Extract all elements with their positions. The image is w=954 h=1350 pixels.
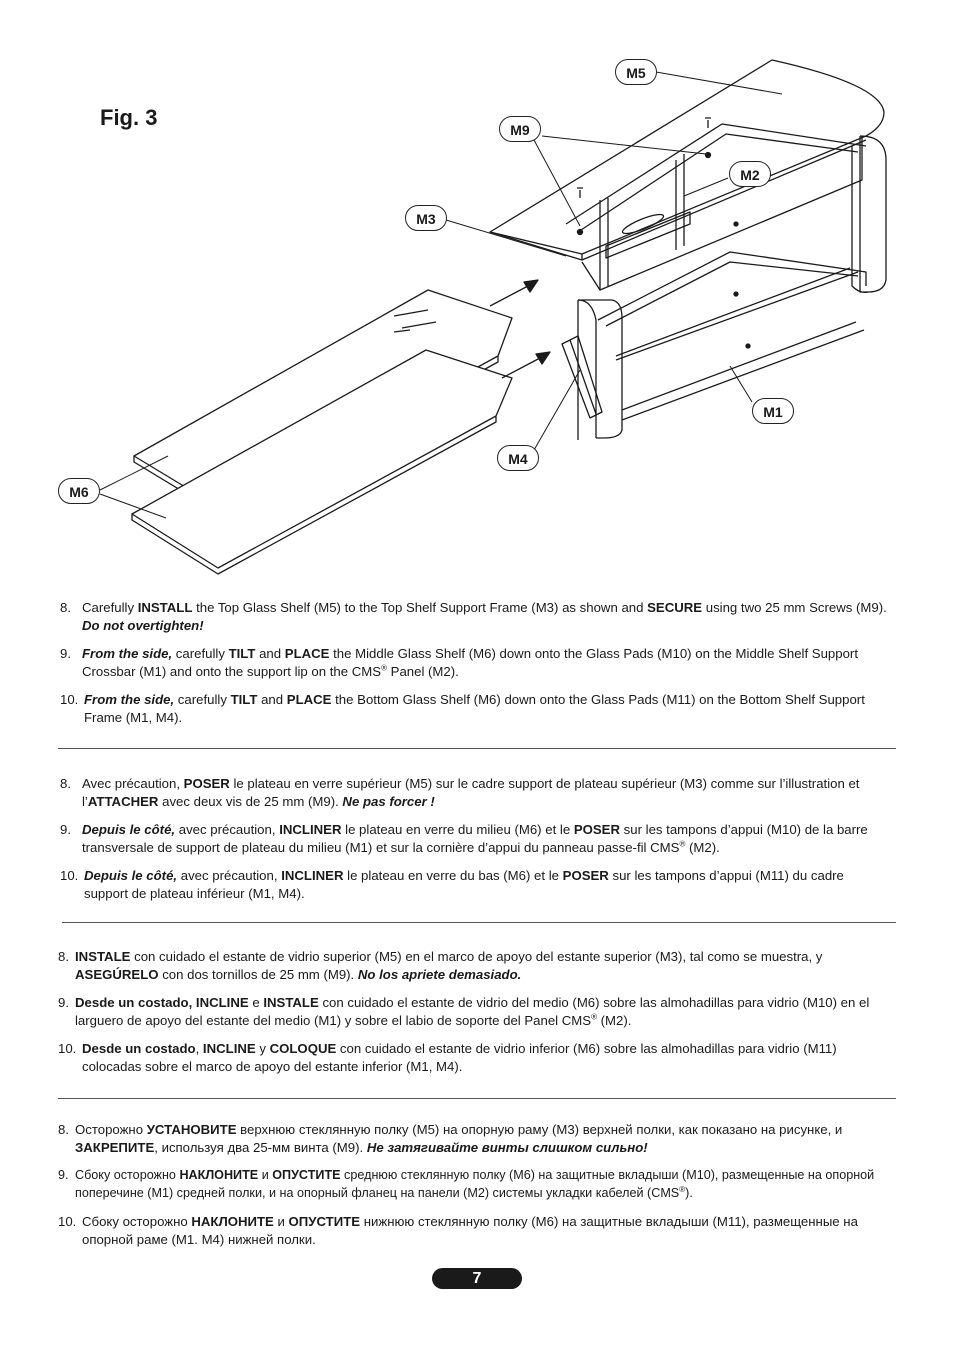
instructions-english (60, 599, 890, 737)
step-8-ru: 8. Осторожно УСТАНОВИТЕ верхнюю стеклянную полку (M5) на опорную раму (M3) верхней полки, как показано на рисунке, и ЗАКРЕПИТЕ, используя два 25-мм винта (M9). Не затягивайте винты слишком сильно! (58, 1122, 843, 1155)
instructions-french (60, 775, 890, 913)
callout-m4: M4 (497, 445, 539, 471)
step-10-ru: 10. Сбоку осторожно НАКЛОНИТЕ и ОПУСТИТЕ нижнюю стеклянную полку (M6) на защитные вкладыши (M11), размещенные на опорной раме (M1. M4) нижней полки. (58, 1214, 858, 1247)
step-9-es: 9. Desde un costado, INCLINE e INSTALE con cuidado el estante de vidrio del medio (M6) sobre las almohadillas para vidrio (M10) en el larguero de apoyo del estante del medio (M1) y sobre el labio de soporte del Panel CMS® (M2). (58, 995, 870, 1028)
page-number: 7 (432, 1268, 522, 1289)
callout-m1: M1 (752, 398, 794, 424)
divider (58, 1098, 896, 1099)
divider (62, 922, 896, 923)
callout-m5: M5 (615, 59, 657, 85)
instructions-russian (58, 1121, 888, 1259)
callout-m2: M2 (729, 161, 771, 187)
callout-m6: M6 (58, 478, 100, 504)
step-9-ru: 9. Сбоку осторожно НАКЛОНИТЕ и ОПУСТИТЕ среднюю стеклянную полку (M6) на защитные вкладыши (M10), размещенные на опорной поперечине (M1) средней полки, и на опорный фланец на панели (M2) системы укладки кабелей (CMS®). (58, 1168, 875, 1200)
assembly-diagram (0, 0, 954, 580)
instructions-spanish (58, 948, 898, 1086)
step-8-en: 8. Carefully INSTALL the Top Glass Shelf (M5) to the Top Shelf Support Frame (M3) as shown and SECURE using two 25 mm Screws (M9). Do not overtighten! (60, 600, 887, 633)
callout-m3: M3 (405, 205, 447, 231)
step-9-en: 9. From the side, carefully TILT and PLACE the Middle Glass Shelf (M6) down onto the Glass Pads (M10) on the Middle Shelf Support Crossbar (M1) and onto the support lip on the CMS® Panel (M2). (60, 646, 858, 679)
step-8-fr: 8. Avec précaution, POSER le plateau en verre supérieur (M5) sur le cadre support de plateau supérieur (M3) comme sur l’illustration et l’ATTACHER avec deux vis de 25 mm (M9). Ne pas forcer ! (60, 776, 860, 809)
step-9-fr: 9. Depuis le côté, avec précaution, INCLINER le plateau en verre du milieu (M6) et le POSER sur les tampons d’appui (M10) de la barre transversale de support de plateau du milieu (M1) et sur la cornière d’appui du panneau passe-fil CMS® (M2). (60, 822, 868, 855)
step-10-en: 10. From the side, carefully TILT and PLACE the Bottom Glass Shelf (M6) down onto the Glass Pads (M11) on the Bottom Shelf Support Frame (M1, M4). (60, 692, 865, 725)
divider (58, 748, 896, 749)
step-10-fr: 10. Depuis le côté, avec précaution, INCLINER le plateau en verre du bas (M6) et le POSER sur les tampons d’appui (M11) du cadre support de plateau inférieur (M1, M4). (60, 868, 844, 901)
step-8-es: 8. INSTALE con cuidado el estante de vidrio superior (M5) en el marco de apoyo del estante superior (M3), tal como se muestra, y ASEGÚRELO con dos tornillos de 25 mm (M9). No los apriete demasiado. (58, 949, 823, 982)
step-10-es: 10. Desde un costado, INCLINE y COLOQUE con cuidado el estante de vidrio inferior (M6) sobre las almohadillas para vidrio (M11) colocadas sobre el marco de apoyo del estante inferior (M1, M4). (58, 1041, 837, 1074)
figure-title: Fig. 3 (100, 105, 158, 130)
callout-m9: M9 (499, 116, 541, 142)
